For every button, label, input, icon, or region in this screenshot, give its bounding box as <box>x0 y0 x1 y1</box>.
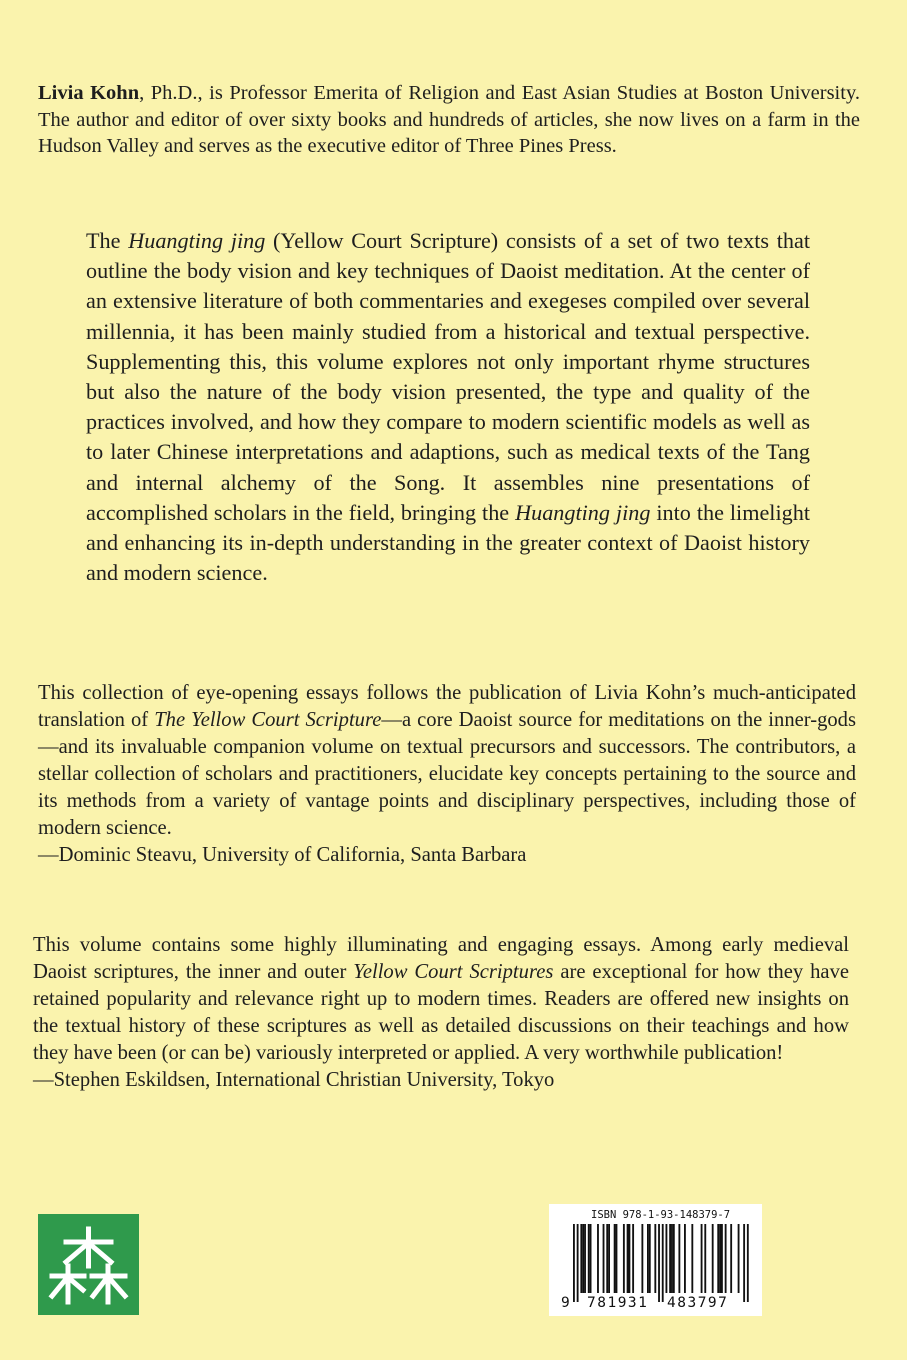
barcode-bar <box>582 1224 584 1293</box>
description-title-1: Huangting jing <box>128 228 266 253</box>
barcode-bar <box>691 1224 693 1293</box>
barcode-bar <box>573 1224 575 1302</box>
barcode-bar <box>649 1224 651 1293</box>
barcode-bar <box>701 1224 703 1293</box>
barcode-bar <box>719 1224 721 1293</box>
barcode-bars <box>549 1204 762 1316</box>
barcode-bar <box>647 1224 649 1293</box>
barcode-bar <box>704 1224 706 1293</box>
barcode-bar <box>588 1224 590 1293</box>
author-bio <box>38 80 860 160</box>
review-eskildsen <box>33 932 849 1094</box>
author-bio-text: , Ph.D., is Professor Emerita of Religion and East Asian Studies at Boston University. The author and editor of over sixty books and hundreds of articles, she now lives on a farm in the Hudson Valley and serves as the executive editor of Three Pines Press. <box>38 82 860 157</box>
barcode-bar <box>616 1224 618 1293</box>
book-description <box>86 226 810 588</box>
author-bio-paragraph <box>38 80 860 160</box>
review-eskildsen-text-2: are exceptional for how they have retained popularity and relevance right up to modern times. Readers are offered new insights on the textual history of these scriptures as well as detailed discussions on their teachings and how they have been (or can be) variously interpreted or applied. A very worthwhile publication! <box>33 961 850 1064</box>
barcode-bar <box>603 1224 605 1293</box>
barcode-bar <box>743 1224 745 1302</box>
barcode-digits-left: 781931 <box>587 1295 649 1311</box>
review-eskildsen-text-1: This volume contains some highly illuminating and engaging essays. Among early medieval Daoist scriptures, the inner and outer <box>33 934 849 983</box>
barcode-bar <box>678 1224 680 1293</box>
barcode-bar <box>721 1224 723 1293</box>
publisher-logo <box>38 1214 139 1315</box>
barcode-bar <box>673 1224 675 1293</box>
description-text-3: into the limelight and enhancing its in-depth understanding in the greater context of Daoist history and modern science. <box>86 499 810 586</box>
barcode-bar <box>671 1224 673 1293</box>
isbn-label: ISBN 978-1-93-148379-7 <box>591 1209 731 1221</box>
barcode-bar <box>654 1224 656 1293</box>
description-title-2: Huangting jing <box>515 499 651 525</box>
barcode-bar <box>747 1224 749 1302</box>
barcode-bar <box>725 1224 727 1293</box>
review-steavu-text-1: This collection of eye-opening essays follows the publication of Livia Kohn’s much-anticipated translation of <box>38 682 856 731</box>
barcode-bar <box>632 1224 634 1293</box>
barcode-bar <box>658 1224 660 1302</box>
barcode-bar <box>641 1224 643 1293</box>
barcode-bar <box>627 1224 629 1293</box>
barcode-bar <box>608 1224 610 1293</box>
barcode-bar <box>590 1224 592 1293</box>
barcode-bar <box>662 1224 664 1302</box>
barcode-bar <box>577 1224 579 1302</box>
barcode-bar <box>684 1224 686 1293</box>
description-text-1: The <box>86 228 129 253</box>
review-steavu-text <box>38 680 856 842</box>
barcode-bar <box>738 1224 740 1293</box>
review-steavu-attribution: —Dominic Steavu, University of California, Santa Barbara <box>38 844 527 866</box>
description-text-2: (Yellow Court Scripture) consists of a set of two texts that outline the body vision and key techniques of Daoist meditation. At the center of an extensive literature of both commentaries and exegeses compiled over several millennia, it has been mainly studied from a historical and textual perspective. Supplementing this, this volume explores not only important rhyme structures but also the nature of the body vision presented, the type and quality of the practices involved, and how they compare to modern scientific models as well as to later Chinese interpretations and adaptions, such as medical texts of the Tang and internal alchemy of the Song. It assembles nine presentations of accomplished scholars in the field, bringing the <box>86 228 810 525</box>
barcode-bar <box>717 1224 719 1293</box>
isbn-barcode <box>549 1204 762 1316</box>
barcode-bar <box>614 1224 616 1293</box>
review-steavu-title: The Yellow Court Scripture <box>154 709 382 731</box>
barcode-bar <box>712 1224 714 1293</box>
book-description-paragraph <box>86 226 810 588</box>
barcode-bar <box>669 1224 671 1293</box>
barcode-bar <box>580 1224 582 1293</box>
barcode-bar <box>584 1224 586 1293</box>
barcode-bar <box>597 1224 599 1293</box>
barcode-digits-right: 483797 <box>667 1295 729 1311</box>
barcode-bar <box>666 1224 668 1293</box>
barcode-digit-first: 9 <box>561 1295 570 1311</box>
review-eskildsen-attribution: —Stephen Eskildsen, International Christian University, Tokyo <box>33 1069 555 1091</box>
review-eskildsen-title: Yellow Court Scriptures <box>353 961 554 983</box>
forest-glyph-icon <box>38 1214 139 1315</box>
barcode-bar <box>730 1224 732 1293</box>
barcode-bar <box>606 1224 608 1293</box>
barcode-bar <box>623 1224 625 1293</box>
review-eskildsen-text <box>33 932 849 1067</box>
author-name: Livia Kohn <box>38 82 140 104</box>
barcode-bar <box>629 1224 631 1293</box>
review-steavu <box>38 680 856 869</box>
review-steavu-text-2: —a core Daoist source for meditations on the inner-gods—and its invaluable companion volume on textual precursors and successors. The contributors, a stellar collection of scholars and practitioners, elucidate key concepts pertaining to the source and its methods from a variety of vantage points and disciplinary perspectives, including those of modern science. <box>38 709 856 839</box>
